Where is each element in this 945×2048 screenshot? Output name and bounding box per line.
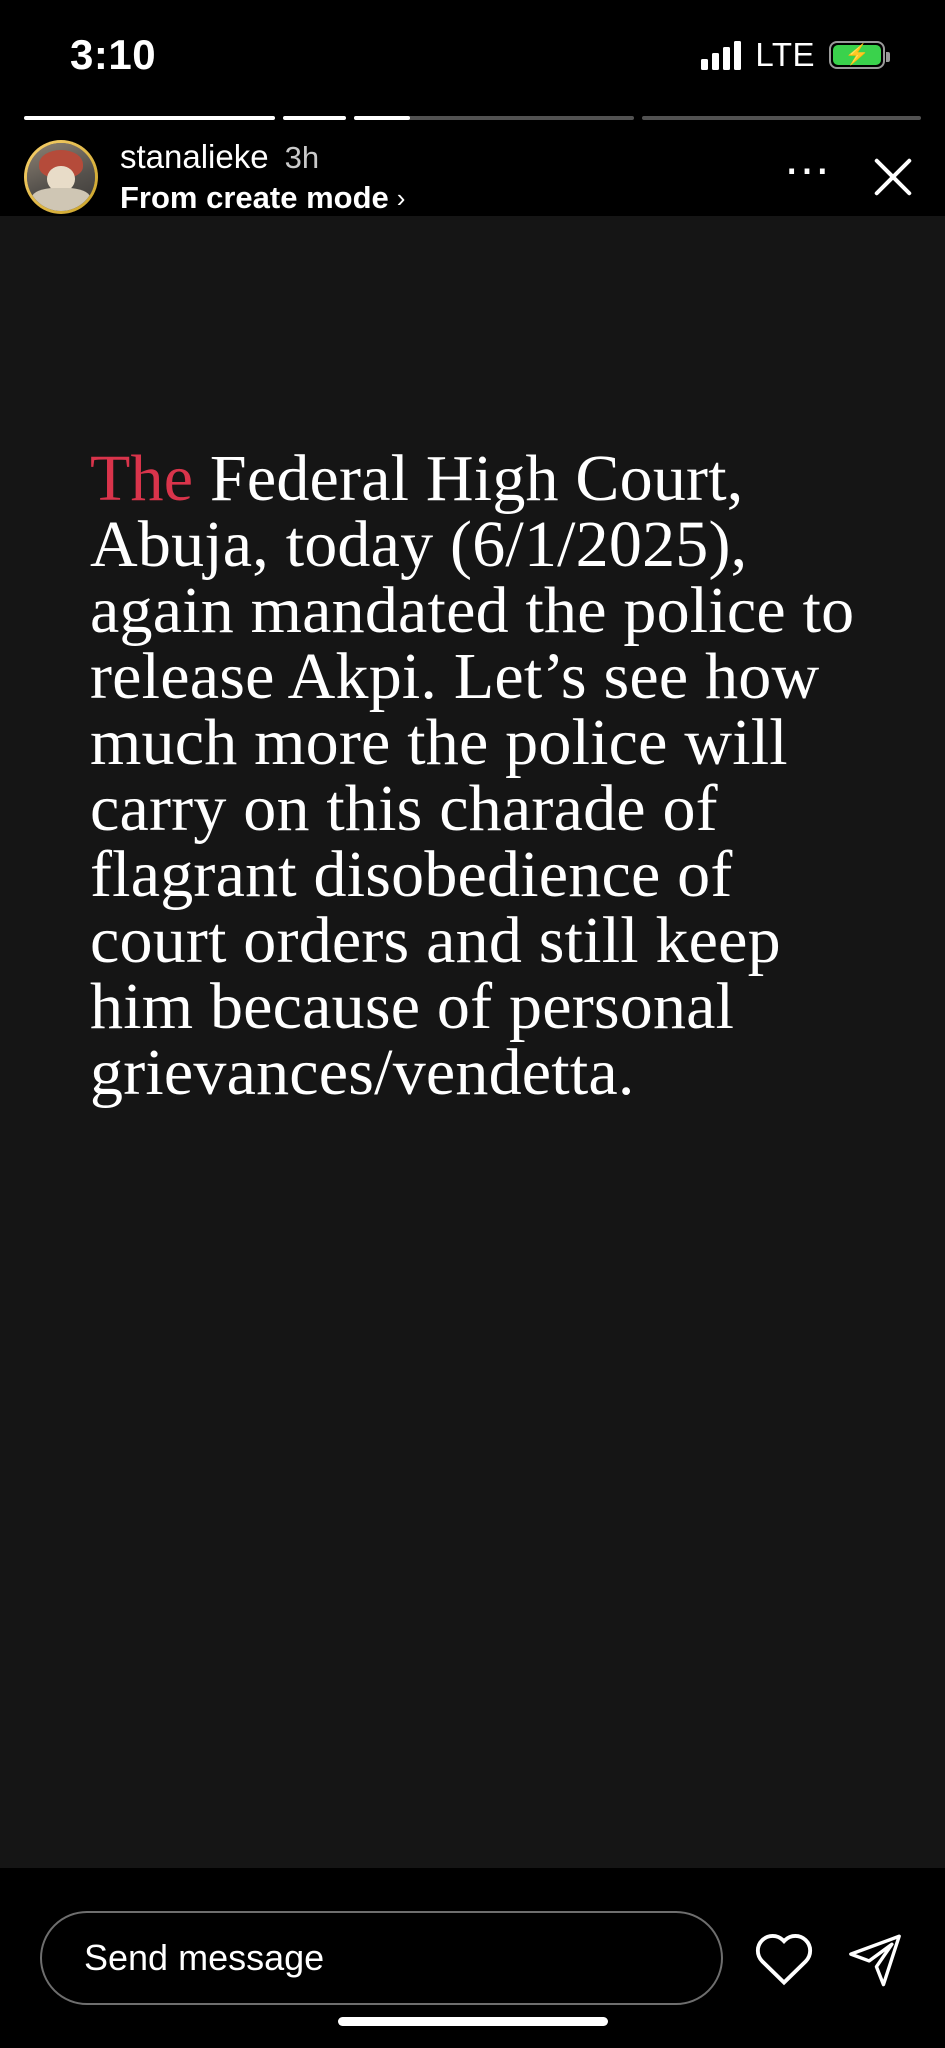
chevron-right-icon: › — [396, 183, 406, 213]
signal-bars-icon — [701, 40, 741, 70]
story-author-info — [120, 138, 405, 216]
home-indicator — [338, 2017, 608, 2026]
story-header-actions — [784, 143, 917, 201]
network-type-label: LTE — [755, 36, 815, 73]
send-message-input[interactable] — [40, 1911, 723, 2005]
battery-charging-icon: ⚡ — [829, 41, 885, 69]
story-text — [90, 442, 875, 1109]
create-mode-link[interactable] — [120, 180, 405, 216]
timestamp-label: 3h — [284, 140, 320, 175]
avatar[interactable] — [24, 140, 98, 214]
send-paper-plane-icon[interactable] — [845, 1929, 905, 1987]
story-progress-segment[interactable] — [642, 116, 921, 120]
story-header — [0, 124, 945, 216]
send-message-placeholder: Send message — [84, 1937, 325, 1978]
create-mode-label: From create mode — [120, 180, 389, 215]
story-progress-bar — [0, 110, 945, 124]
status-bar — [0, 0, 945, 110]
close-icon[interactable] — [869, 153, 917, 201]
username-label[interactable]: stanalieke — [120, 138, 269, 175]
story-text-body: Federal High Court, Abuja, today (6/1/2025), again mandated the police to release Akpi. Let’s see how much more the police will carry on this charade of flagrant disobedience of court orders and still keep him because of personal grievances/vendetta. — [90, 442, 855, 1109]
status-indicators — [701, 36, 885, 74]
heart-icon[interactable] — [753, 1929, 815, 1987]
story-progress-segment-current[interactable] — [354, 116, 633, 120]
story-progress-segment[interactable] — [24, 116, 275, 120]
status-time: 3:10 — [70, 31, 157, 78]
story-content-area[interactable] — [0, 216, 945, 1868]
story-progress-segment[interactable] — [283, 116, 346, 120]
story-text-accent-word: The — [90, 442, 194, 515]
more-options-icon[interactable]: ⋯ — [784, 143, 833, 196]
